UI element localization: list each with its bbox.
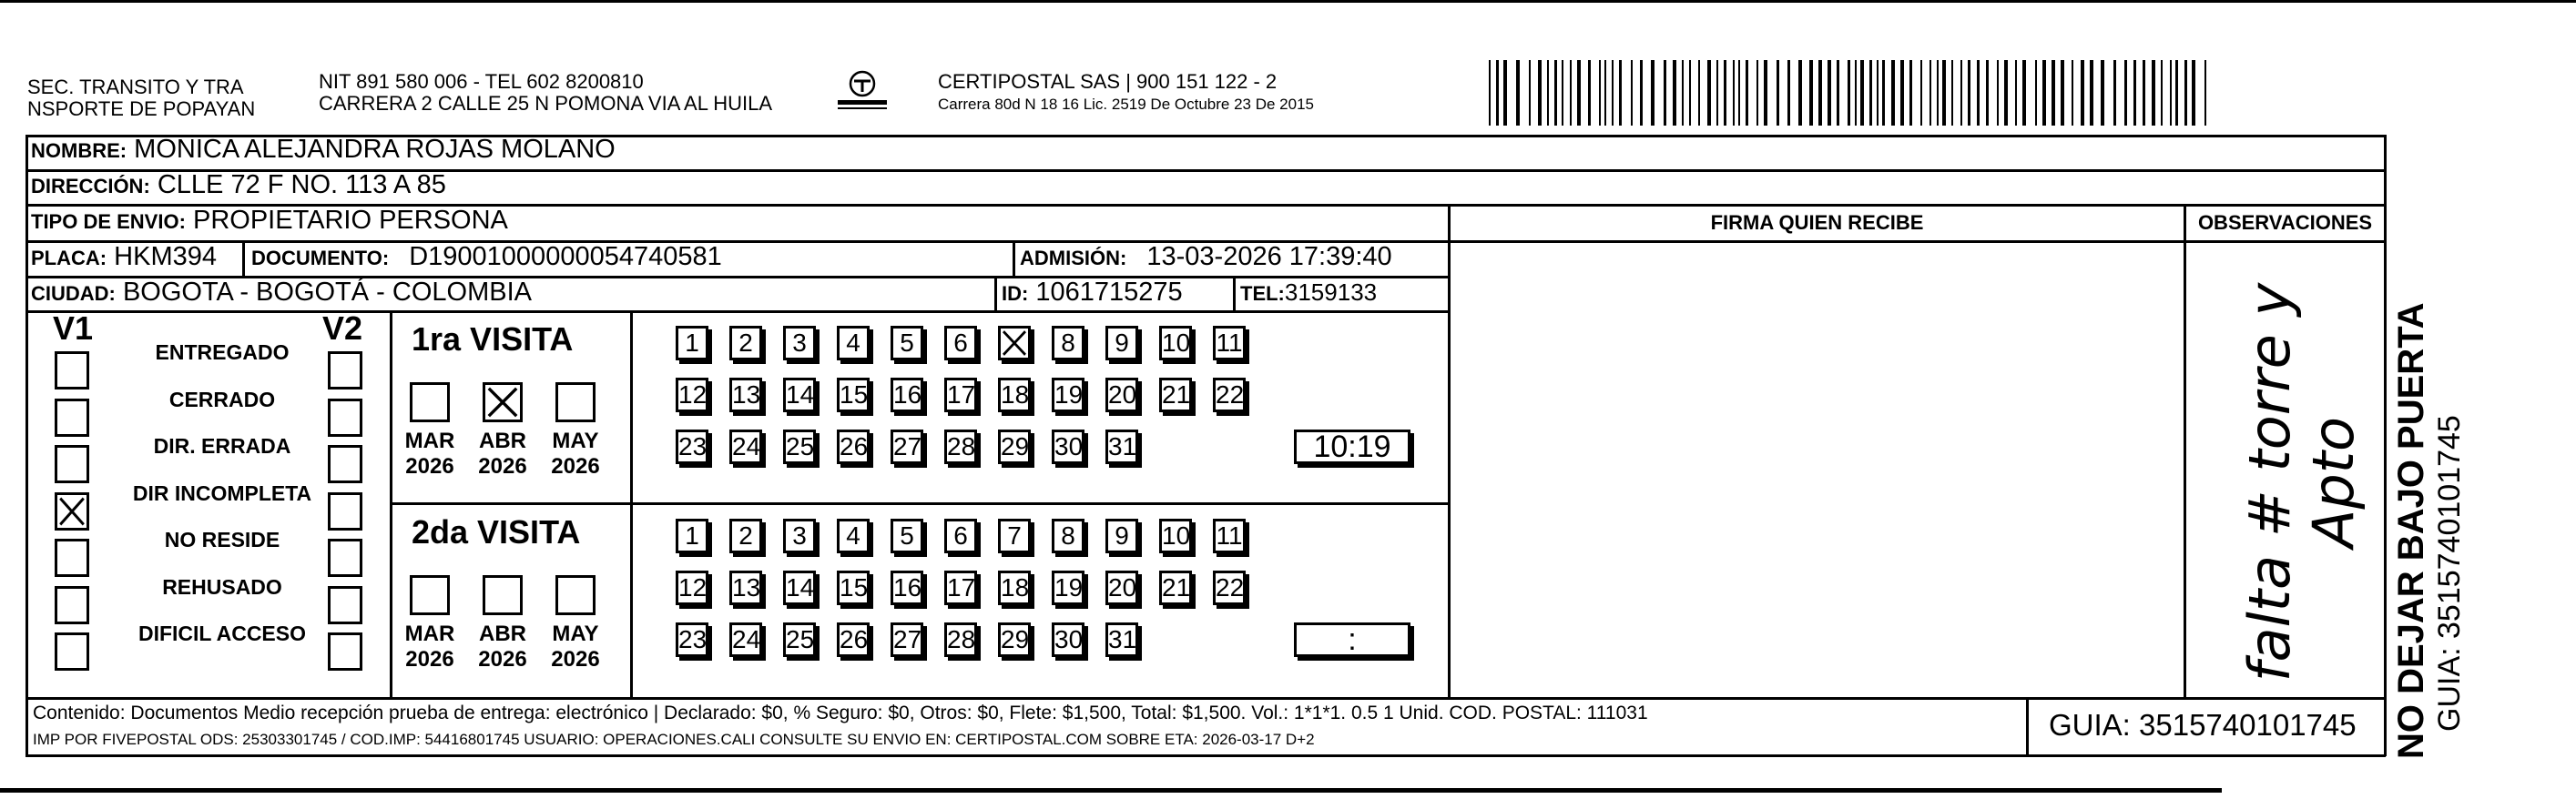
month-year: 2026 bbox=[405, 454, 454, 479]
day-box: 4 bbox=[837, 519, 870, 553]
day-box: 23 bbox=[676, 430, 708, 464]
top-border bbox=[0, 0, 2576, 3]
day-box bbox=[998, 326, 1031, 360]
day-box: 3 bbox=[783, 326, 816, 360]
month-name: ABR bbox=[479, 622, 526, 646]
col-divider bbox=[2026, 697, 2029, 755]
row-line bbox=[390, 502, 1450, 505]
day-box: 27 bbox=[891, 430, 923, 464]
status-label: DIFICIL ACCESO bbox=[137, 622, 306, 645]
day-box: 16 bbox=[891, 378, 923, 412]
tel-value: 3159133 bbox=[1284, 278, 1378, 306]
day-box: 13 bbox=[729, 571, 762, 605]
day-box: 9 bbox=[1105, 326, 1138, 360]
documento-value: D19001000000054740581 bbox=[409, 242, 722, 271]
day-box: 12 bbox=[676, 571, 708, 605]
day-box: 29 bbox=[998, 430, 1031, 464]
day-box: 5 bbox=[891, 519, 923, 553]
side-notice bbox=[2386, 137, 2473, 764]
month-year: 2026 bbox=[405, 647, 454, 672]
direccion-label: DIRECCIÓN: bbox=[31, 175, 150, 197]
tel-field bbox=[1240, 278, 1377, 308]
tipo-field bbox=[31, 206, 508, 236]
barcode bbox=[1487, 60, 2209, 126]
day-box: 24 bbox=[729, 430, 762, 464]
day-box: 21 bbox=[1159, 378, 1192, 412]
frame-left bbox=[25, 135, 28, 756]
day-box: 6 bbox=[944, 326, 977, 360]
row-line bbox=[25, 697, 2386, 700]
month-name: MAY bbox=[552, 622, 599, 646]
status-label: NO RESIDE bbox=[164, 528, 280, 551]
admision-value: 13-03-2026 17:39:40 bbox=[1146, 242, 1392, 271]
placa-field bbox=[31, 242, 217, 272]
company-info bbox=[938, 71, 1314, 114]
license-line: Carrera 80d N 18 16 Lic. 2519 De Octubre 23 De 2015 bbox=[938, 96, 1314, 113]
v1-checkbox bbox=[55, 539, 89, 577]
status-label: CERRADO bbox=[168, 387, 276, 411]
status-label: REHUSADO bbox=[162, 574, 282, 599]
v2-label: V2 bbox=[322, 309, 363, 347]
day-box: 17 bbox=[944, 378, 977, 412]
day-box: 17 bbox=[944, 571, 977, 605]
day-box: 18 bbox=[998, 571, 1031, 605]
month-name: MAR bbox=[404, 429, 455, 453]
address-line: CARRERA 2 CALLE 25 N POMONA VIA AL HUILA bbox=[319, 92, 773, 115]
id-field bbox=[1002, 278, 1183, 308]
office-line-2: NSPORTE DE POPAYAN bbox=[27, 97, 256, 120]
day-box: 15 bbox=[837, 571, 870, 605]
day-box: 7 bbox=[998, 519, 1031, 553]
office-line-1: SEC. TRANSITO Y TRA bbox=[27, 76, 244, 98]
nombre-field bbox=[31, 135, 616, 165]
status-label: ENTREGADO bbox=[155, 340, 290, 364]
status-label: DIR. ERRADA bbox=[153, 434, 291, 458]
v1-checkbox bbox=[55, 586, 89, 624]
month-checkbox bbox=[483, 382, 523, 422]
office-contact bbox=[319, 71, 772, 115]
day-box: 20 bbox=[1105, 571, 1138, 605]
tipo-label: TIPO DE ENVIO: bbox=[31, 210, 186, 233]
day-box: 3 bbox=[783, 519, 816, 553]
v1-checkbox bbox=[55, 492, 89, 531]
day-box: 24 bbox=[729, 622, 762, 657]
admision-field bbox=[1020, 242, 1392, 272]
day-box: 14 bbox=[783, 571, 816, 605]
side-line-1: NO DEJAR BAJO PUERTA bbox=[2391, 302, 2431, 759]
day-box: 11 bbox=[1213, 519, 1246, 553]
day-box: 19 bbox=[1052, 571, 1084, 605]
time-box: : bbox=[1294, 622, 1410, 657]
month-name: ABR bbox=[479, 429, 526, 453]
month-year: 2026 bbox=[478, 454, 527, 479]
month-checkbox bbox=[410, 575, 450, 615]
day-box: 14 bbox=[783, 378, 816, 412]
day-box: 22 bbox=[1213, 378, 1246, 412]
day-box: 31 bbox=[1105, 430, 1138, 464]
direccion-field bbox=[31, 170, 446, 200]
month-checkbox bbox=[483, 575, 523, 615]
ciudad-label: CIUDAD: bbox=[31, 282, 116, 305]
ciudad-field bbox=[31, 278, 532, 308]
footer-content: Contenido: Documentos Medio recepción prueba de entrega: electrónico | Declarado: $0, % Seguro: $0, Otros: $0, Flete: $1,500, Total: $1,500. Vol.: 1*1*1. 0.5 1 Unid. COD. POSTAL: 111031 bbox=[33, 703, 1648, 723]
row-line bbox=[1448, 240, 2386, 243]
company-line: CERTIPOSTAL SAS | 900 151 122 - 2 bbox=[938, 70, 1278, 93]
day-box: 8 bbox=[1052, 519, 1084, 553]
month-name: MAR bbox=[404, 622, 455, 646]
placa-label: PLACA: bbox=[31, 247, 107, 269]
month-name: MAY bbox=[552, 429, 599, 453]
frame-bottom bbox=[25, 754, 2386, 757]
cell-divider bbox=[994, 276, 997, 312]
placa-value: HKM394 bbox=[114, 242, 217, 271]
day-box: 10 bbox=[1159, 519, 1192, 553]
cell-divider bbox=[1013, 240, 1015, 277]
v1-checkbox bbox=[55, 399, 89, 437]
month-checkbox bbox=[410, 382, 450, 422]
day-box: 1 bbox=[676, 519, 708, 553]
day-box: 28 bbox=[944, 622, 977, 657]
footer-imp: IMP POR FIVEPOSTAL ODS: 25303301745 / COD.IMP: 54416801745 USUARIO: OPERACIONES.CALI CONSULTE SU ENVIO EN: CERTIPOSTAL.COM SOBRE ETA: 2026-03-17 D+2 bbox=[33, 731, 1315, 748]
id-label: ID: bbox=[1002, 282, 1029, 305]
day-box: 27 bbox=[891, 622, 923, 657]
day-box: 28 bbox=[944, 430, 977, 464]
v1-checkbox bbox=[55, 632, 89, 671]
day-box: 26 bbox=[837, 430, 870, 464]
day-box: 5 bbox=[891, 326, 923, 360]
certipostal-logo bbox=[830, 69, 894, 113]
day-box: 11 bbox=[1213, 326, 1246, 360]
day-box: 19 bbox=[1052, 378, 1084, 412]
day-box: 31 bbox=[1105, 622, 1138, 657]
documento-label: DOCUMENTO: bbox=[251, 247, 390, 269]
month-checkbox bbox=[555, 382, 596, 422]
month-year: 2026 bbox=[551, 454, 600, 479]
day-box: 2 bbox=[729, 519, 762, 553]
day-box: 6 bbox=[944, 519, 977, 553]
day-box: 20 bbox=[1105, 378, 1138, 412]
time-box: 10:19 bbox=[1294, 430, 1410, 464]
admision-label: ADMISIÓN: bbox=[1020, 247, 1127, 269]
day-box: 15 bbox=[837, 378, 870, 412]
col-divider bbox=[2184, 204, 2186, 699]
day-box: 18 bbox=[998, 378, 1031, 412]
visit1-title: 1ra VISITA bbox=[412, 320, 574, 358]
handwritten-observation bbox=[2202, 255, 2366, 692]
tipo-value: PROPIETARIO PERSONA bbox=[192, 206, 508, 235]
day-box: 30 bbox=[1052, 622, 1084, 657]
day-box: 29 bbox=[998, 622, 1031, 657]
day-box: 4 bbox=[837, 326, 870, 360]
day-box: 16 bbox=[891, 571, 923, 605]
row-line bbox=[25, 310, 1450, 313]
month-checkbox bbox=[555, 575, 596, 615]
footer-guia: GUIA: 3515740101745 bbox=[2049, 708, 2357, 742]
nombre-value: MONICA ALEJANDRA ROJAS MOLANO bbox=[134, 135, 616, 164]
cell-divider bbox=[242, 240, 245, 277]
col-divider bbox=[1448, 204, 1451, 699]
office-name bbox=[27, 76, 255, 120]
documento-field bbox=[251, 242, 722, 272]
day-box: 9 bbox=[1105, 519, 1138, 553]
observaciones-header: OBSERVACIONES bbox=[2197, 211, 2373, 234]
v1-checkbox bbox=[55, 351, 89, 389]
day-box: 26 bbox=[837, 622, 870, 657]
day-box: 21 bbox=[1159, 571, 1192, 605]
cut-line bbox=[0, 788, 2222, 793]
tel-label: TEL: bbox=[1240, 282, 1285, 305]
month-year: 2026 bbox=[478, 647, 527, 672]
side-line-2: GUIA: 3515740101745 bbox=[2432, 415, 2467, 732]
observation-text: falta # torre y Apto bbox=[2236, 282, 2367, 683]
day-box: 1 bbox=[676, 326, 708, 360]
day-box: 25 bbox=[783, 622, 816, 657]
day-box: 22 bbox=[1213, 571, 1246, 605]
month-year: 2026 bbox=[551, 647, 600, 672]
day-box: 2 bbox=[729, 326, 762, 360]
day-box: 10 bbox=[1159, 326, 1192, 360]
day-box: 12 bbox=[676, 378, 708, 412]
cell-divider bbox=[1233, 276, 1236, 312]
day-box: 8 bbox=[1052, 326, 1084, 360]
visit2-title: 2da VISITA bbox=[412, 513, 581, 551]
day-box: 30 bbox=[1052, 430, 1084, 464]
nombre-label: NOMBRE: bbox=[31, 139, 127, 162]
day-box: 25 bbox=[783, 430, 816, 464]
nit-line: NIT 891 580 006 - TEL 602 8200810 bbox=[319, 70, 644, 93]
day-box: 23 bbox=[676, 622, 708, 657]
ciudad-value: BOGOTA - BOGOTÁ - COLOMBIA bbox=[122, 278, 532, 307]
v1-checkbox bbox=[55, 445, 89, 483]
id-value: 1061715275 bbox=[1035, 278, 1183, 307]
status-label: DIR INCOMPLETA bbox=[132, 480, 312, 505]
direccion-value: CLLE 72 F NO. 113 A 85 bbox=[157, 170, 446, 199]
day-box: 13 bbox=[729, 378, 762, 412]
firma-header: FIRMA QUIEN RECIBE bbox=[1710, 211, 1924, 234]
v1-label: V1 bbox=[53, 309, 94, 347]
